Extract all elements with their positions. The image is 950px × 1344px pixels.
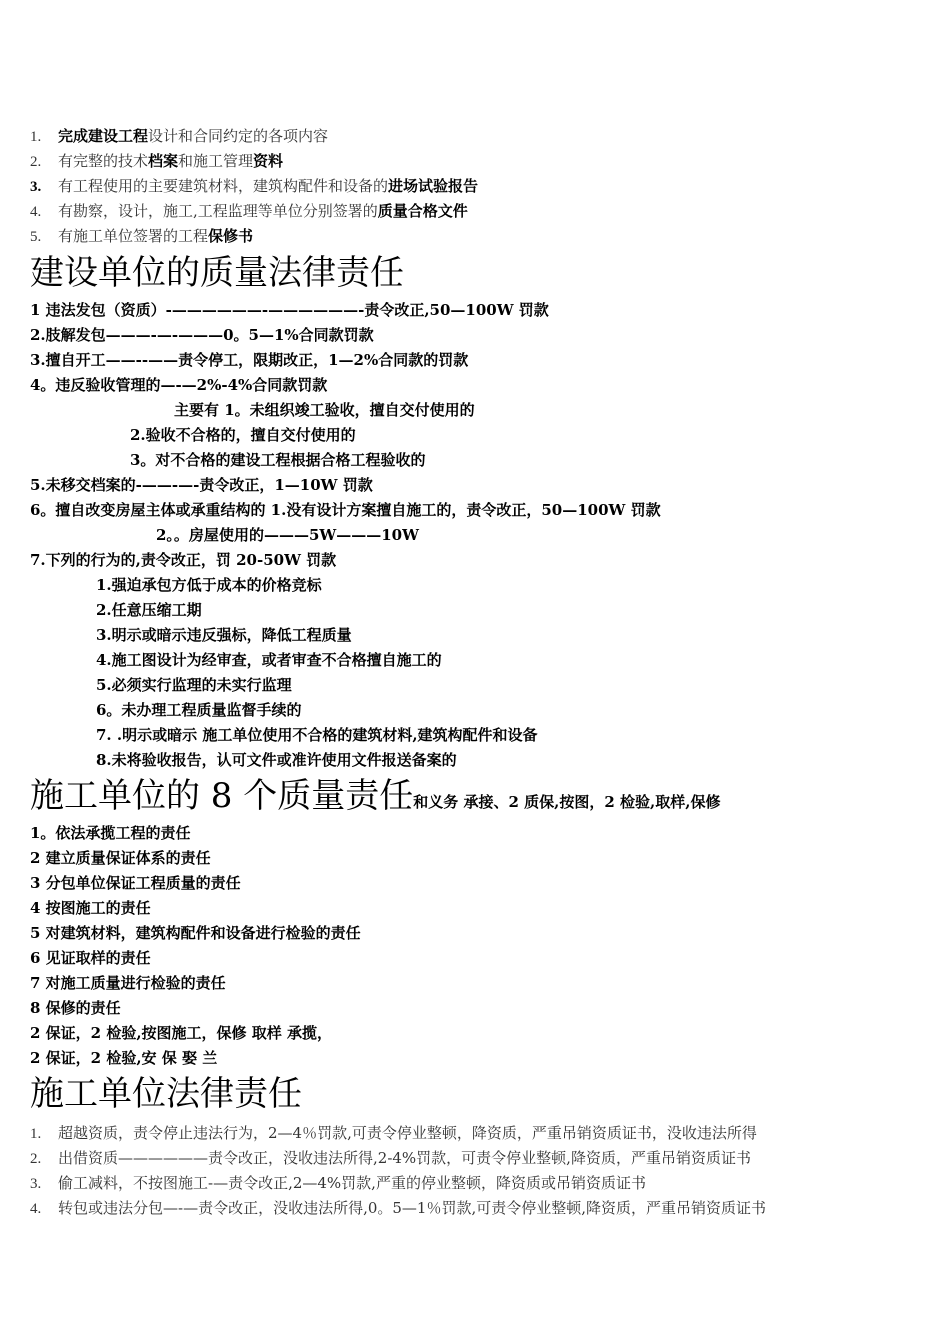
text-line: 4。违反验收管理的—-—2%-4%合同款罚款: [30, 376, 328, 394]
text-line: 6。未办理工程质量监督手续的: [96, 701, 302, 719]
list-item: [30, 1123, 757, 1143]
list-number: 3.: [30, 1176, 42, 1192]
list-number: 2.: [30, 1151, 42, 1167]
list-item: [30, 151, 283, 171]
text-line: 4.施工图设计为经审查，或者审查不合格擅自施工的: [96, 651, 442, 669]
text-line: 2.任意压缩工期: [96, 601, 202, 619]
text-line: 2.肢解发包———-—-———0。5—1%合同款罚款: [30, 326, 374, 344]
list-text: 偷工减料，不按图施工-—责令改正,2—4%罚款,严重的停业整顿，降资质或吊销资质证书: [58, 1174, 646, 1192]
list-number: 4.: [30, 1201, 42, 1217]
text-line: 1。依法承揽工程的责任: [30, 824, 191, 842]
section-heading: 施工单位法律责任: [30, 1074, 302, 1114]
list-item: [30, 1148, 751, 1168]
text: 设计和合同约定的各项内容: [148, 127, 329, 145]
heading-main: 施工单位的 8 个质量责任: [30, 776, 414, 816]
text-line: 2 保证，2 检验,按图施工，保修 取样 承揽，: [30, 1024, 332, 1042]
text-bold: 完成建设工程: [58, 127, 149, 145]
text-line: 3。对不合格的建设工程根据合格工程验收的: [130, 451, 426, 469]
text-line: 1.强迫承包方低于成本的价格竞标: [96, 576, 322, 594]
text-line: 主要有 1。未组织竣工验收，擅自交付使用的: [174, 401, 475, 419]
text: 有施工单位签署的工程: [58, 227, 209, 245]
text-line: 6 见证取样的责任: [30, 949, 151, 967]
list-item: [30, 176, 478, 196]
text-line: 2。。房屋使用的———5W———10W: [156, 526, 419, 544]
list-number: 3.: [30, 179, 42, 195]
text-line: 7.下列的行为的,责令改正，罚 20-50W 罚款: [30, 551, 337, 569]
list-item: [30, 126, 328, 146]
text-line: 3.明示或暗示违反强标，降低工程质量: [96, 626, 352, 644]
list-item: [30, 1173, 646, 1193]
text-line: 5 对建筑材料，建筑构配件和设备进行检验的责任: [30, 924, 361, 942]
text-line: 5.未移交档案的-——-—-责令改正，1—10W 罚款: [30, 476, 373, 494]
text-bold: 保修书: [208, 227, 254, 245]
text-line: 5.必须实行监理的未实行监理: [96, 676, 292, 694]
text: 和施工管理: [178, 152, 254, 170]
list-number: 4.: [30, 204, 42, 220]
list-text: 出借资质——————责令改正，没收违法所得,2-4%罚款，可责令停业整顿,降资质，严重吊销资质证书: [58, 1149, 751, 1167]
text-line: 8 保修的责任: [30, 999, 121, 1017]
text-line: 6。擅自改变房屋主体或承重结构的 1.没有设计方案擅自施工的，责令改正，50—100W 罚款: [30, 501, 661, 519]
list-number: 5.: [30, 229, 42, 245]
text-line: 2.验收不合格的，擅自交付使用的: [130, 426, 356, 444]
text-line: 2 建立质量保证体系的责任: [30, 849, 211, 867]
section-heading: 建设单位的质量法律责任: [30, 253, 404, 293]
text-line: 7. .明示或暗示 施工单位使用不合格的建筑材料,建筑构配件和设备: [96, 726, 538, 744]
list-item: [30, 1198, 766, 1218]
section-heading: [30, 776, 720, 816]
text-line: 1 违法发包（资质）-——————-——————-责令改正,50—100W 罚款: [30, 301, 549, 319]
text-line: 8.未将验收报告，认可文件或准许使用文件报送备案的: [96, 751, 457, 769]
list-number: 2.: [30, 154, 42, 170]
list-number: 1.: [30, 129, 42, 145]
text-bold: 档案: [148, 152, 179, 170]
list-text: 转包或违法分包—-—责令改正，没收违法所得,0。5—1％罚款,可责令停业整顿,降资质，严重吊销资质证书: [58, 1199, 767, 1217]
text: 有完整的技术: [58, 152, 149, 170]
text-line: 7 对施工质量进行检验的责任: [30, 974, 226, 992]
list-item: [30, 226, 253, 246]
text-bold: 进场试验报告: [388, 177, 479, 195]
list-number: 1.: [30, 1126, 42, 1142]
text-line: 2 保证，2 检验,安 保 娶 兰: [30, 1049, 218, 1067]
list-text: 超越资质，责令停止违法行为，2—4％罚款,可责令停业整顿，降资质，严重吊销资质证书，没收违法所得: [58, 1124, 757, 1142]
text-line: 3.擅自开工——--——责令停工，限期改正，1—2%合同款的罚款: [30, 351, 469, 369]
text-bold: 资料: [253, 152, 284, 170]
list-item: [30, 201, 468, 221]
text-bold: 质量合格文件: [377, 202, 468, 220]
text-line: 4 按图施工的责任: [30, 899, 151, 917]
heading-tail: 和义务 承接、2 质保,按图，2 检验,取样,保修: [413, 793, 721, 811]
text-line: 3 分包单位保证工程质量的责任: [30, 874, 241, 892]
text: 有勘察，设计，施工,工程监理等单位分别签署的: [58, 202, 378, 220]
text: 有工程使用的主要建筑材料，建筑构配件和设备的: [58, 177, 389, 195]
